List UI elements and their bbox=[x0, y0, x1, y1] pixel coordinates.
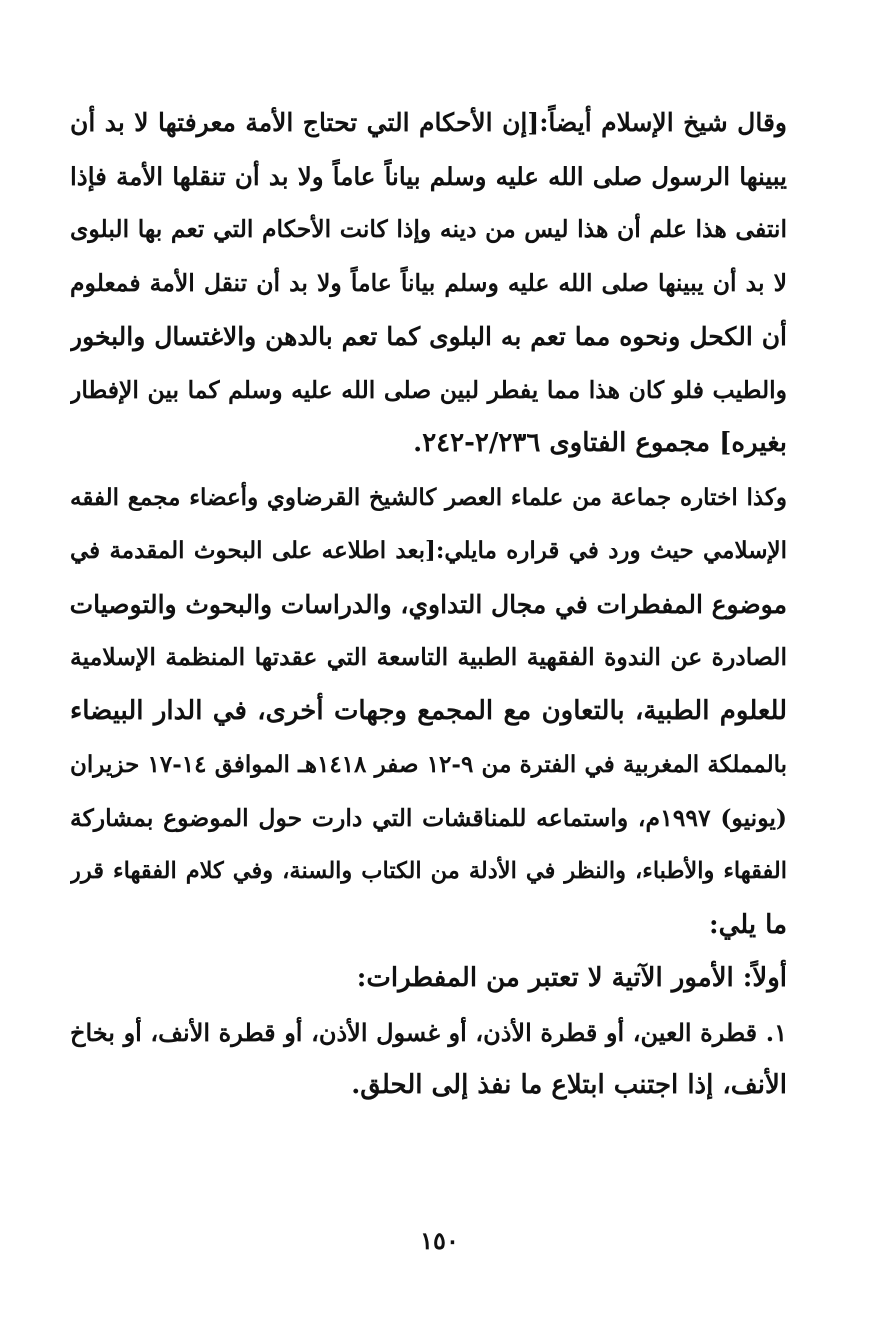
text-line-9: الإسلامي حيث ورد في قراره مايلي:[بعد اطلاعه على البحوث المقدمة في bbox=[70, 537, 787, 564]
text-line-10: موضوع المفطرات في مجال التداوي، والدراسات والبحوث والتوصيات bbox=[70, 589, 787, 619]
text-line-7: بغيره] مجموع الفتاوى ٢/٢٣٦-٢٤٢. bbox=[413, 428, 787, 458]
text-line-19: الأنف، إذا اجتنب ابتلاع ما نفذ إلى الحلق. bbox=[351, 1070, 787, 1100]
text-line-5: أن الكحل ونحوه مما تعم به البلوى كما تعم بالدهن والاغتسال والبخور bbox=[70, 322, 787, 351]
page-number: ١٥٠ bbox=[420, 1226, 459, 1255]
page-body bbox=[70, 96, 787, 1176]
text-line-3: انتفى هذا علم أن هذا ليس من دينه وإذا كانت الأحكام التي تعم بها البلوى bbox=[70, 215, 787, 243]
text-line-12: للعلوم الطبية، بالتعاون مع المجمع وجهات أخرى، في الدار البيضاء bbox=[70, 695, 787, 726]
text-line-13: بالمملكة المغربية في الفترة من ٩-١٢ صفر ١٤١٨هـ الموافق ١٤-١٧ حزيران bbox=[70, 751, 787, 778]
text-line-8: وكذا اختاره جماعة من علماء العصر كالشيخ القرضاوي وأعضاء مجمع الفقه bbox=[70, 483, 787, 511]
text-line-18: ١. قطرة العين، أو قطرة الأذن، أو غسول الأذن، أو قطرة الأنف، أو بخاخ bbox=[70, 1017, 787, 1047]
text-line-11: الصادرة عن الندوة الفقهية الطبية التاسعة التي عقدتها المنظمة الإسلامية bbox=[70, 643, 787, 671]
text-line-15: الفقهاء والأطباء، والنظر في الأدلة من الكتاب والسنة، وفي كلام الفقهاء قرر bbox=[70, 858, 787, 884]
text-line-1: وقال شيخ الإسلام أيضاً:[إن الأحكام التي تحتاج الأمة معرفتها لا بد أن bbox=[70, 108, 787, 137]
text-line-2: يبينها الرسول صلى الله عليه وسلم بياناً عاماً ولا بد أن تنقلها الأمة فإذا bbox=[70, 161, 787, 191]
text-line-4: لا بد أن يبينها صلى الله عليه وسلم بياناً عاماً ولا بد أن تنقل الأمة فمعلوم bbox=[70, 268, 787, 297]
text-line-6: والطيب فلو كان هذا مما يفطر لبين صلى الله عليه وسلم كما بين الإفطار bbox=[70, 375, 787, 404]
text-line-16: ما يلي: bbox=[708, 909, 787, 940]
text-line-17: أولاً: الأمور الآتية لا تعتبر من المفطرات: bbox=[356, 963, 787, 993]
text-line-14: (يونيو) ١٩٩٧م، واستماعه للمناقشات التي دارت حول الموضوع بمشاركة bbox=[70, 803, 787, 832]
